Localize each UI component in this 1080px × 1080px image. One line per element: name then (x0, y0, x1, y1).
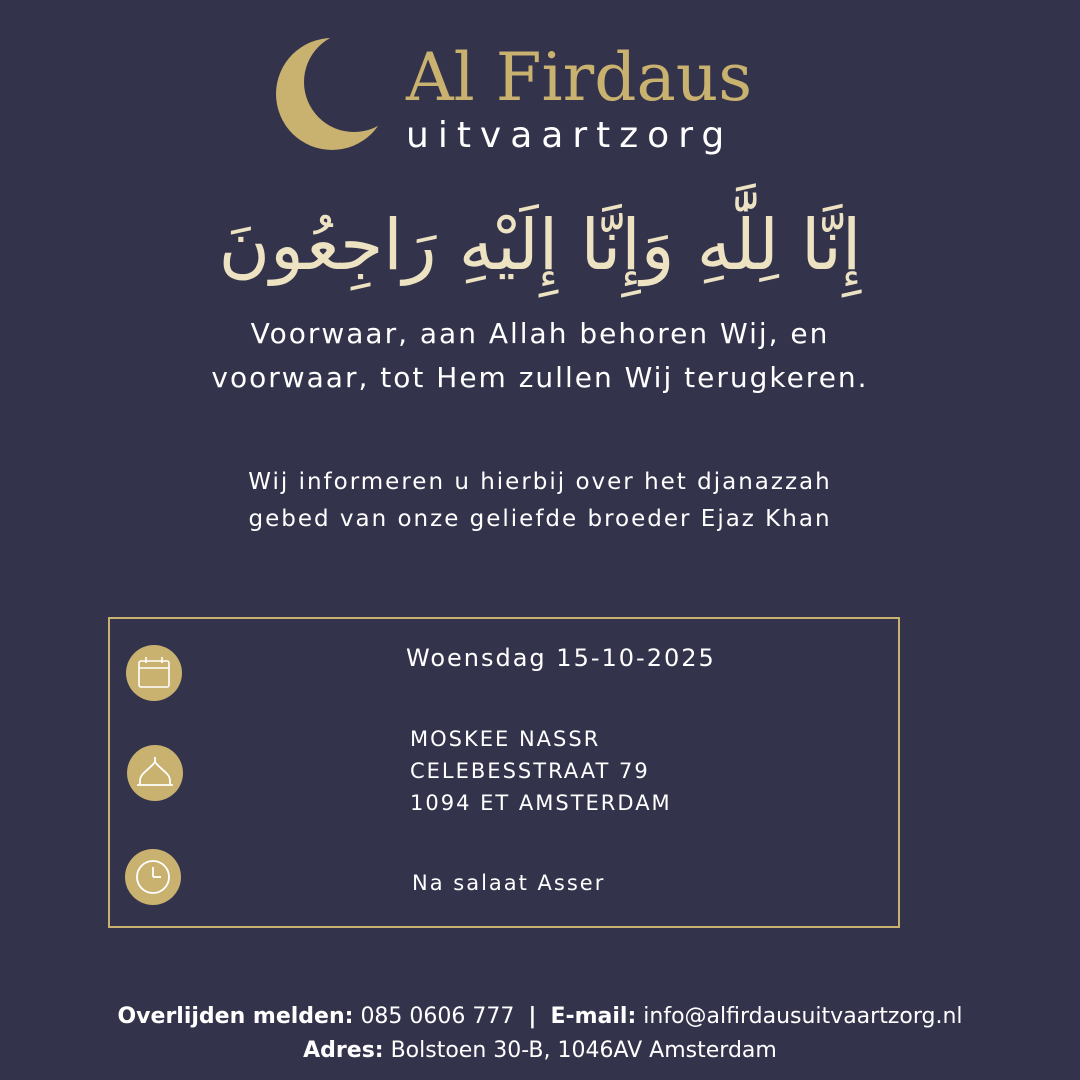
footer-contact-line (0, 1000, 1080, 1034)
address-label: Adres: (303, 1038, 384, 1063)
location-name: MOSKEE NASSR (410, 727, 601, 751)
footer-address-line (0, 1034, 1080, 1068)
service-location (410, 723, 672, 819)
clock-icon (125, 849, 181, 905)
service-date: Woensdag 15-10-2025 (406, 644, 716, 672)
translation-line-1: Voorwaar, aan Allah behoren Wij, en (250, 317, 830, 350)
announcement-line-2: gebed van onze geliefde broeder Ejaz Khan (248, 506, 832, 532)
brand-name: Al Firdaus (406, 39, 753, 116)
service-time: Na salaat Asser (412, 871, 606, 895)
report-phone[interactable]: 085 0606 777 (360, 1004, 515, 1029)
report-label: Overlijden melden: (117, 1004, 354, 1029)
verse-translation (0, 312, 1080, 400)
brand-subtitle: uitvaartzorg (406, 115, 734, 156)
location-city: 1094 ET AMSTERDAM (410, 791, 672, 815)
calendar-icon (126, 645, 182, 701)
address-value: Bolstoen 30-B, 1046AV Amsterdam (390, 1038, 777, 1063)
translation-line-2: voorwaar, tot Hem zullen Wij terugkeren. (211, 361, 869, 394)
email-label: E-mail: (550, 1004, 637, 1029)
details-box (108, 617, 900, 928)
arabic-verse: إِنَّا لِلَّٰهِ وَإِنَّا إِلَيْهِ رَاجِعُونَ (218, 204, 862, 286)
announcement-line-1: Wij informeren u hierbij over het djanazzah (248, 469, 832, 495)
mosque-dome-icon (127, 745, 183, 801)
footer (0, 1000, 1080, 1068)
announcement-text (0, 464, 1080, 538)
brand-logo (274, 36, 754, 166)
crescent-moon-icon (274, 36, 390, 152)
email-link[interactable]: info@alfirdausuitvaartzorg.nl (643, 1004, 963, 1029)
footer-separator: | (528, 1004, 537, 1029)
location-street: CELEBESSTRAAT 79 (410, 759, 650, 783)
